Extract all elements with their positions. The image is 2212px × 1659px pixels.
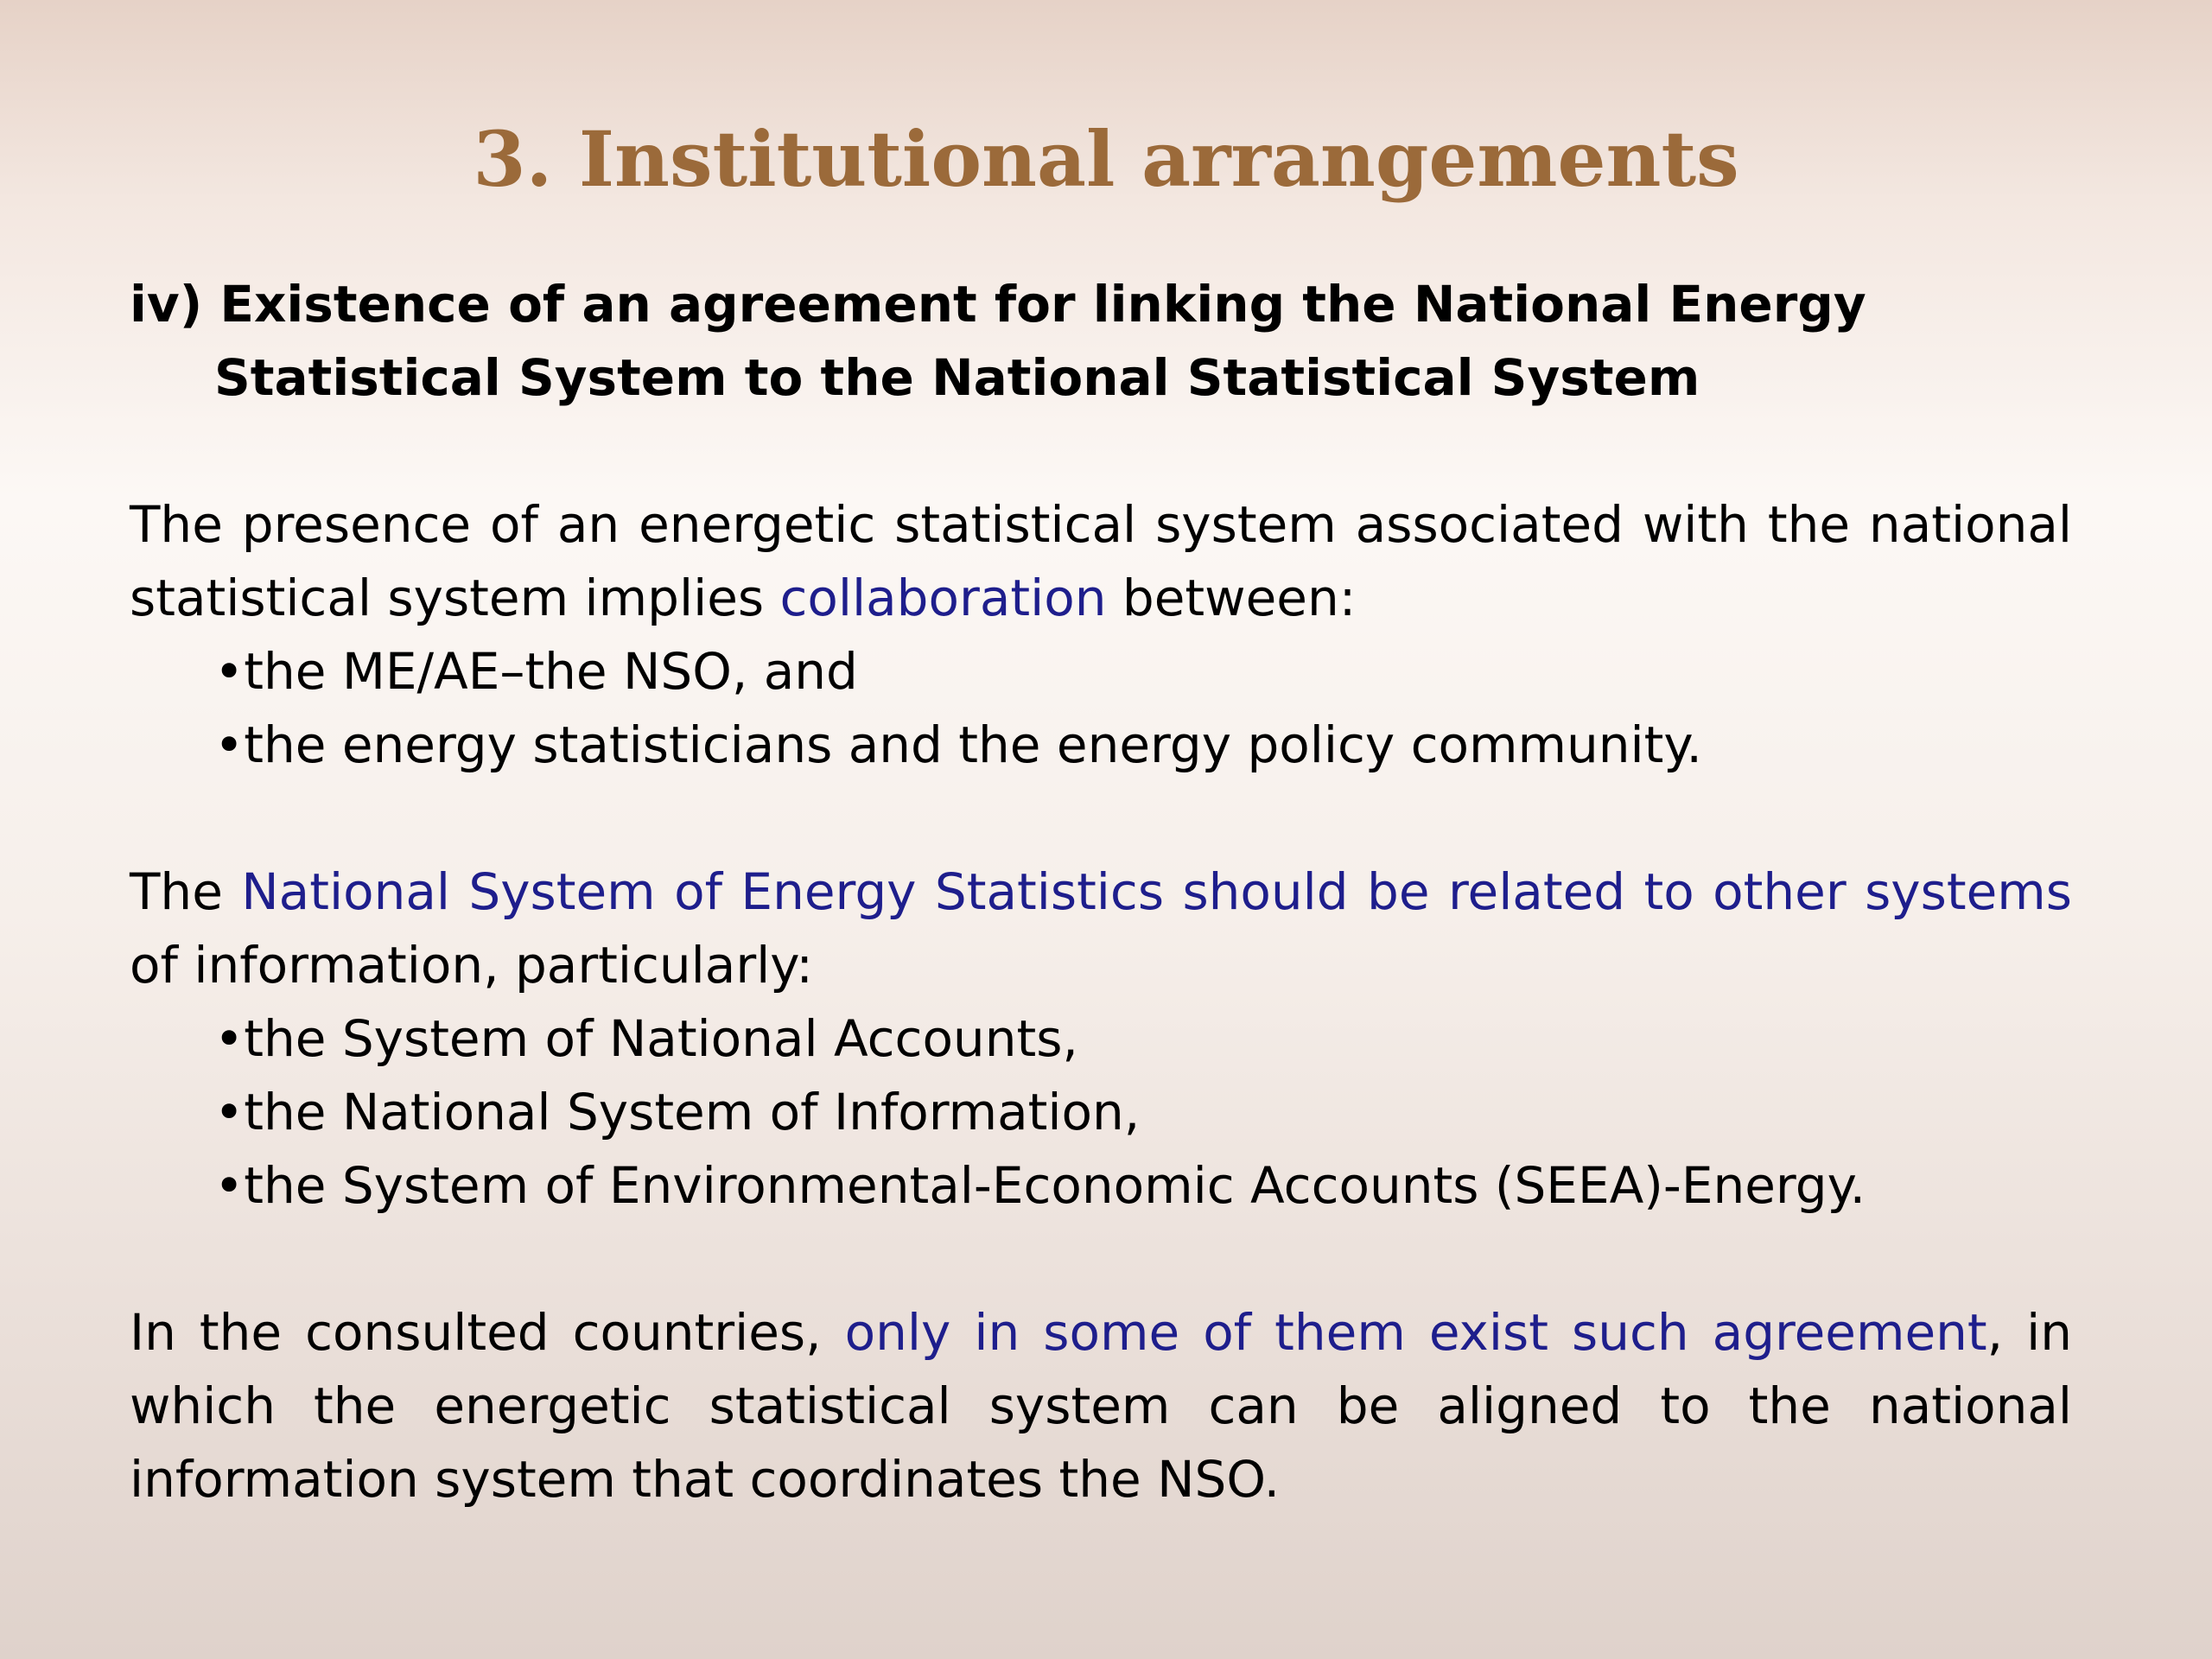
highlight-text: only in some of them exist such agreement (844, 1303, 1987, 1362)
bullet-list-collaboration (130, 635, 2072, 782)
paragraph-collaboration (130, 488, 2072, 635)
paragraph-related-systems (130, 855, 2072, 1002)
bullet-item: •the System of Environmental-Economic Accounts (SEEA)-Energy. (214, 1156, 1866, 1215)
bullet-item: •the National System of Information, (214, 1083, 1141, 1141)
bullet-item: •the energy statisticians and the energy policy community. (214, 715, 1702, 774)
slide-content (130, 268, 2072, 1516)
paragraph-text: In the consulted countries, (130, 1303, 845, 1362)
highlight-text: National System of Energy Statistics should be related to other systems (241, 862, 2072, 921)
bullet-list-systems (130, 1002, 2072, 1223)
highlight-text: collaboration (779, 569, 1107, 627)
paragraph-text: of information, particularly: (130, 936, 813, 995)
paragraph-agreement (130, 1296, 2072, 1516)
paragraph-text: , in which the energetic statistical system can be aligned to the national information system that coordinates the NSO. (130, 1303, 2072, 1509)
paragraph-text: between: (1106, 569, 1357, 627)
spacer (130, 782, 2072, 855)
spacer (130, 1223, 2072, 1296)
paragraph-text: The (130, 862, 242, 921)
bullet-item: •the System of National Accounts, (214, 1009, 1078, 1068)
slide-title: 3. Institutional arrangements (473, 114, 1739, 204)
spacer (130, 415, 2072, 488)
section-heading: iv) Existence of an agreement for linking the National Energy Statistical System to the National Statistical System (130, 275, 1866, 407)
bullet-item: •the ME/AE–the NSO, and (214, 642, 858, 701)
paragraph-text: The presence of an energetic statistical system associated with the national statistical system implies (130, 495, 2072, 627)
